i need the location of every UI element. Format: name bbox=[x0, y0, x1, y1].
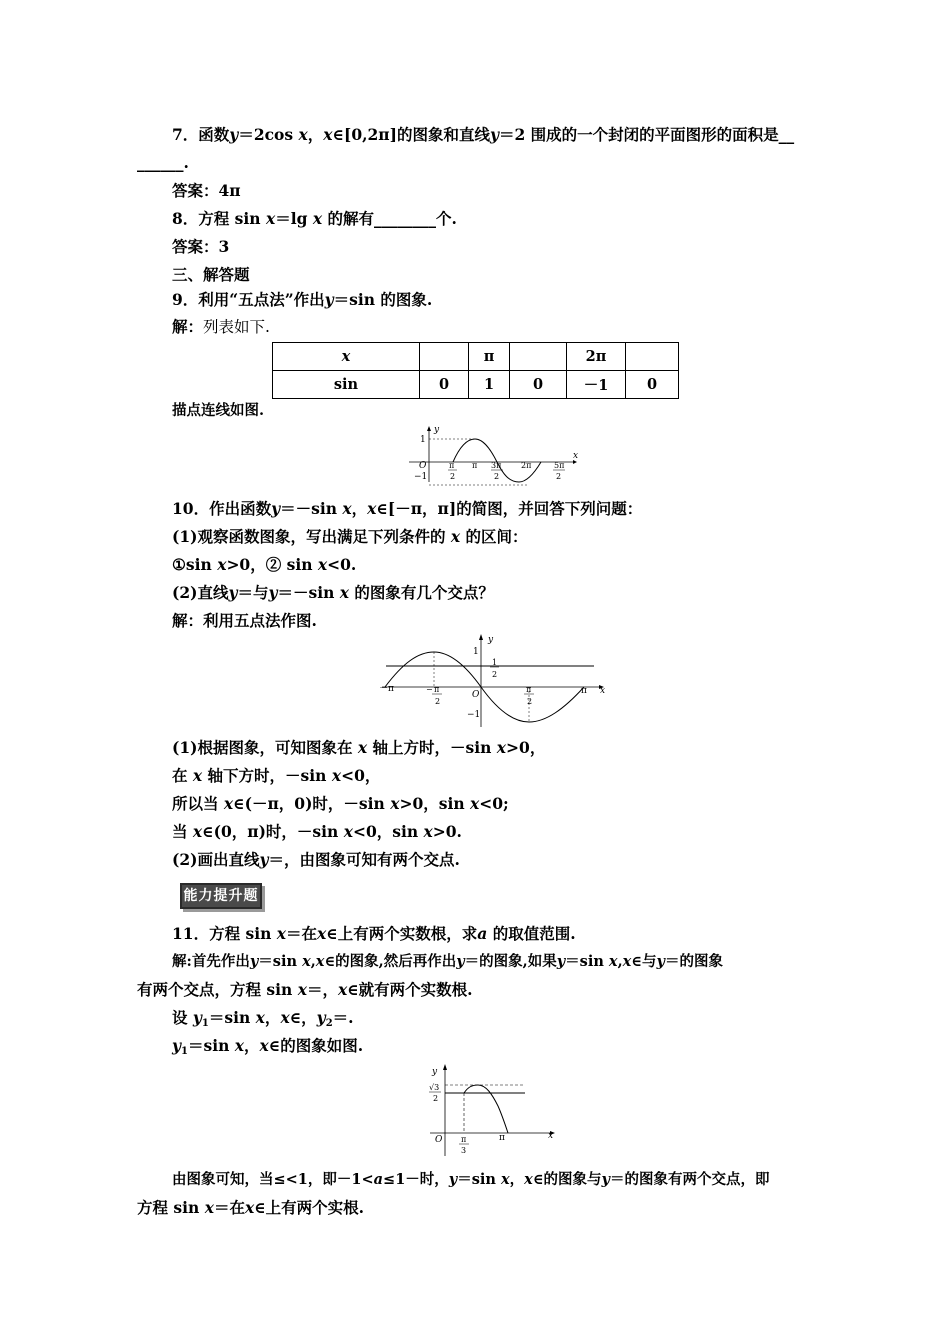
svg-text:π: π bbox=[472, 461, 478, 470]
sol10-line: 解：利用五点法作图. bbox=[172, 611, 317, 630]
svg-text:3π: 3π bbox=[491, 461, 502, 470]
q9-line: 9．利用“五点法”作出y＝sin 的图象. bbox=[172, 290, 433, 309]
answer-8: 答案：3 bbox=[172, 237, 230, 256]
sol11-line2: 有两个交点，方程 sin x＝，x∈就有两个实数根. bbox=[137, 980, 473, 999]
ability-section-badge: 能力提升题 bbox=[180, 883, 262, 909]
table-cell: 2π bbox=[567, 343, 626, 371]
ans10-line3: 所以当 x∈(－π，0)时，－sin x>0，sin x<0; bbox=[172, 794, 509, 813]
svg-text:y: y bbox=[488, 635, 494, 645]
concl11-line2: 方程 sin x＝在x∈上有两个实根. bbox=[137, 1198, 365, 1217]
q10-line: 10．作出函数y＝－sin x，x∈[－π，π]的简图，并回答下列问题： bbox=[172, 499, 643, 518]
svg-text:2: 2 bbox=[492, 670, 498, 679]
svg-text:2: 2 bbox=[433, 1094, 439, 1103]
svg-text:x: x bbox=[600, 686, 606, 696]
sol11-line3: 设 $y_1=\sin$ x，x∈，$y_2=$. bbox=[172, 1008, 354, 1029]
table-row bbox=[273, 343, 679, 371]
graph-note-9: 描点连线如图. bbox=[172, 402, 265, 419]
ans10-line1: (1)根据图象，可知图象在 x 轴上方时，－sin x>0， bbox=[172, 738, 546, 757]
table-cell bbox=[626, 343, 679, 371]
svg-text:－π: －π bbox=[379, 684, 394, 694]
table-cell: π bbox=[469, 343, 510, 371]
neg-sine-graph bbox=[378, 631, 610, 729]
q10-part1: (1)观察函数图象，写出满足下列条件的 x 的区间： bbox=[172, 527, 528, 546]
svg-text:π: π bbox=[499, 1133, 505, 1143]
table-cell bbox=[420, 343, 469, 371]
svg-text:y: y bbox=[432, 1067, 438, 1077]
table-cell: 0 bbox=[510, 371, 567, 399]
ans10-line4: 当 x∈(0，π)时，－sin x<0，sin x>0. bbox=[172, 822, 462, 841]
svg-text:−: − bbox=[426, 685, 433, 694]
concl11-line1: 由图象可知，当≤<1，即－1<a≤1－时，y＝sin x，x∈的图象与y＝的图象有两个交点，即 bbox=[172, 1171, 770, 1188]
svg-text:π: π bbox=[461, 1135, 467, 1144]
ans10-line5: (2)画出直线y＝，由图象可知有两个交点. bbox=[172, 850, 460, 869]
ans10-line2: 在 x 轴下方时，－sin x<0， bbox=[172, 766, 381, 785]
table-row bbox=[273, 371, 679, 399]
svg-text:2: 2 bbox=[435, 697, 441, 706]
svg-text:√3: √3 bbox=[429, 1083, 440, 1092]
svg-text:O: O bbox=[472, 690, 480, 700]
svg-text:π: π bbox=[449, 461, 455, 470]
section-heading-3: 三、解答题 bbox=[172, 265, 250, 284]
svg-text:x: x bbox=[573, 451, 579, 461]
svg-text:2: 2 bbox=[527, 697, 533, 706]
svg-text:O: O bbox=[435, 1135, 443, 1145]
svg-text:2π: 2π bbox=[521, 461, 532, 470]
svg-text:2: 2 bbox=[494, 472, 500, 481]
svg-text:3: 3 bbox=[461, 1146, 467, 1155]
svg-text:π: π bbox=[526, 685, 532, 694]
five-point-table bbox=[272, 342, 679, 399]
svg-text:2: 2 bbox=[450, 472, 456, 481]
table-cell: sin bbox=[273, 371, 420, 399]
svg-text:1: 1 bbox=[420, 435, 426, 445]
answer-7: 答案：4π bbox=[172, 181, 241, 200]
svg-text:5π: 5π bbox=[554, 461, 565, 470]
table-cell bbox=[510, 343, 567, 371]
table-cell: 0 bbox=[626, 371, 679, 399]
table-cell: 1 bbox=[469, 371, 510, 399]
svg-text:π: π bbox=[581, 686, 587, 696]
q8-line: 8．方程 sin x＝lg x 的解有________个. bbox=[172, 209, 457, 228]
sol9-line: 解：列表如下. bbox=[172, 317, 270, 336]
q10-conditions: ①sin x>0，② sin x<0. bbox=[172, 555, 357, 574]
table-cell: －1 bbox=[567, 371, 626, 399]
svg-text:π: π bbox=[434, 685, 440, 694]
sol11-line4: $y_1=\sin$ x，x∈的图象如图. bbox=[172, 1036, 364, 1057]
svg-text:−1: −1 bbox=[467, 710, 481, 720]
svg-text:−1: −1 bbox=[414, 472, 428, 482]
svg-text:O: O bbox=[419, 461, 427, 471]
svg-text:1: 1 bbox=[473, 647, 479, 657]
table-cell: 0 bbox=[420, 371, 469, 399]
svg-text:x: x bbox=[548, 1131, 554, 1141]
sine-graph-3 bbox=[424, 1062, 559, 1158]
q10-part2: (2)直线y＝与y＝－sin x 的图象有几个交点？ bbox=[172, 583, 494, 602]
svg-text:1: 1 bbox=[492, 658, 498, 667]
sine-graph-1 bbox=[405, 424, 580, 486]
svg-text:2: 2 bbox=[556, 472, 562, 481]
q7-line2: ______. bbox=[137, 153, 189, 172]
sol11-line1: 解:首先作出y＝sin x,x∈的图象,然后再作出y＝的图象,如果y＝sin x,x∈与y＝的图象 bbox=[172, 953, 723, 970]
table-cell: x bbox=[341, 348, 351, 365]
svg-text:y: y bbox=[434, 425, 440, 435]
q7-line1: 7．函数y＝2cos x，x∈[0,2π]的图象和直线y＝2 围成的一个封闭的平面图形的面积是__ bbox=[172, 125, 795, 144]
q11-line: 11．方程 sin x＝在x∈上有两个实数根，求a 的取值范围. bbox=[172, 924, 576, 943]
